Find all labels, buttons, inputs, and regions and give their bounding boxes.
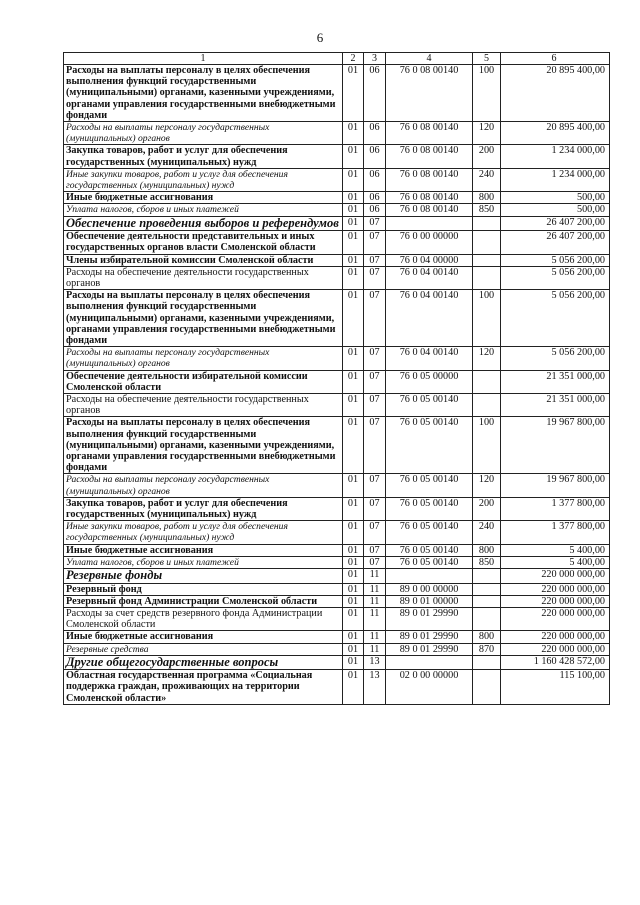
amount-cell: 1 377 800,00 [501, 497, 610, 520]
row-name-cell: Закупка товаров, работ и услуг для обеспечения государственных (муниципальных) нужд [64, 145, 343, 168]
subsection-code-cell: 07 [364, 474, 386, 497]
subsection-code-cell: 11 [364, 631, 386, 643]
subsection-code-cell: 11 [364, 583, 386, 595]
expense-type-cell: 800 [473, 544, 501, 556]
target-article-cell: 76 0 05 00140 [386, 393, 473, 416]
table-row [64, 347, 610, 370]
table-row [64, 192, 610, 204]
target-article-cell: 76 0 04 00140 [386, 347, 473, 370]
table-row [64, 145, 610, 168]
table-row [64, 417, 610, 474]
section-code-cell: 01 [343, 595, 364, 607]
table-row [64, 607, 610, 630]
row-name-cell: Уплата налогов, сборов и иных платежей [64, 556, 343, 568]
target-article-cell: 76 0 05 00140 [386, 556, 473, 568]
table-row [64, 231, 610, 254]
subsection-code-cell: 06 [364, 145, 386, 168]
section-code-cell: 01 [343, 204, 364, 216]
subsection-code-cell: 11 [364, 569, 386, 584]
target-article-cell: 76 0 05 00140 [386, 474, 473, 497]
target-article-cell: 76 0 08 00140 [386, 65, 473, 122]
row-name-cell: Резервный фонд [64, 583, 343, 595]
subsection-code-cell: 06 [364, 168, 386, 191]
amount-cell: 500,00 [501, 192, 610, 204]
target-article-cell: 76 0 05 00140 [386, 521, 473, 544]
row-name-cell: Расходы на выплаты персоналу государственных (муниципальных) органов [64, 474, 343, 497]
expense-type-cell [473, 655, 501, 670]
row-name-cell: Расходы на выплаты персоналу государственных (муниципальных) органов [64, 347, 343, 370]
table-row [64, 655, 610, 670]
expense-type-cell [473, 670, 501, 705]
target-article-cell: 76 0 05 00140 [386, 417, 473, 474]
row-name-cell: Резервный фонд Администрации Смоленской области [64, 595, 343, 607]
section-code-cell: 01 [343, 670, 364, 705]
amount-cell: 500,00 [501, 204, 610, 216]
table-row [64, 670, 610, 705]
subsection-code-cell: 07 [364, 290, 386, 347]
subsection-code-cell: 07 [364, 266, 386, 289]
amount-cell: 1 234 000,00 [501, 145, 610, 168]
header-cell: 3 [364, 53, 386, 65]
section-code-cell: 01 [343, 497, 364, 520]
row-name-cell: Расходы на выплаты персоналу государственных (муниципальных) органов [64, 122, 343, 145]
section-code-cell: 01 [343, 569, 364, 584]
target-article-cell: 76 0 00 00000 [386, 231, 473, 254]
section-code-cell: 01 [343, 231, 364, 254]
row-name-cell: Областная государственная программа «Социальная поддержка граждан, проживающих на территории Смоленской области» [64, 670, 343, 705]
row-name-cell: Обеспечение деятельности представительных и иных государственных органов власти Смоленской области [64, 231, 343, 254]
target-article-cell: 76 0 05 00140 [386, 544, 473, 556]
table-row [64, 266, 610, 289]
section-code-cell: 01 [343, 254, 364, 266]
amount-cell: 5 056 200,00 [501, 254, 610, 266]
expense-type-cell [473, 595, 501, 607]
section-code-cell: 01 [343, 544, 364, 556]
target-article-cell: 76 0 04 00000 [386, 254, 473, 266]
amount-cell: 115 100,00 [501, 670, 610, 705]
header-cell: 1 [64, 53, 343, 65]
table-header-row [64, 53, 610, 65]
section-code-cell: 01 [343, 417, 364, 474]
section-code-cell: 01 [343, 168, 364, 191]
subsection-code-cell: 06 [364, 122, 386, 145]
amount-cell: 5 400,00 [501, 544, 610, 556]
expense-type-cell: 100 [473, 65, 501, 122]
expense-type-cell: 100 [473, 417, 501, 474]
table-row [64, 643, 610, 655]
table-row [64, 631, 610, 643]
target-article-cell: 89 0 01 00000 [386, 595, 473, 607]
page-number: 6 [316, 30, 324, 45]
row-name-cell: Иные бюджетные ассигнования [64, 544, 343, 556]
table-row [64, 393, 610, 416]
amount-cell: 220 000 000,00 [501, 607, 610, 630]
row-name-cell: Закупка товаров, работ и услуг для обеспечения государственных (муниципальных) нужд [64, 497, 343, 520]
row-name-cell: Иные бюджетные ассигнования [64, 192, 343, 204]
header-cell: 4 [386, 53, 473, 65]
amount-cell: 19 967 800,00 [501, 474, 610, 497]
target-article-cell [386, 655, 473, 670]
row-name-cell: Расходы на обеспечение деятельности государственных органов [64, 393, 343, 416]
amount-cell: 5 056 200,00 [501, 266, 610, 289]
amount-cell: 220 000 000,00 [501, 631, 610, 643]
amount-cell: 220 000 000,00 [501, 569, 610, 584]
subsection-code-cell: 07 [364, 231, 386, 254]
expense-type-cell: 850 [473, 556, 501, 568]
subsection-code-cell: 11 [364, 643, 386, 655]
subsection-code-cell: 06 [364, 192, 386, 204]
row-name-cell: Иные закупки товаров, работ и услуг для обеспечения государственных (муниципальных) нужд [64, 168, 343, 191]
amount-cell: 1 234 000,00 [501, 168, 610, 191]
subsection-code-cell: 07 [364, 393, 386, 416]
row-name-cell: Расходы на выплаты персоналу в целях обеспечения выполнения функций государственными (муниципальными) органами, казенными учреждениями, органами управления государственными внебюджетными фондами [64, 65, 343, 122]
subsection-code-cell: 07 [364, 347, 386, 370]
section-code-cell: 01 [343, 393, 364, 416]
subsection-code-cell: 07 [364, 521, 386, 544]
table-row [64, 216, 610, 231]
expense-type-cell: 800 [473, 631, 501, 643]
target-article-cell: 76 0 04 00140 [386, 266, 473, 289]
expense-type-cell: 200 [473, 497, 501, 520]
subsection-code-cell: 07 [364, 556, 386, 568]
amount-cell: 5 056 200,00 [501, 290, 610, 347]
row-name-cell: Расходы на выплаты персоналу в целях обеспечения выполнения функций государственными (муниципальными) органами, казенными учреждениями, органами управления государственными внебюджетными фондами [64, 417, 343, 474]
expense-type-cell [473, 254, 501, 266]
target-article-cell [386, 569, 473, 584]
target-article-cell: 89 0 01 29990 [386, 607, 473, 630]
row-name-cell: Резервные фонды [64, 569, 343, 584]
section-code-cell: 01 [343, 65, 364, 122]
expense-type-cell: 120 [473, 474, 501, 497]
expense-type-cell: 870 [473, 643, 501, 655]
row-name-cell: Расходы на выплаты персоналу в целях обеспечения выполнения функций государственными (муниципальными) органами, казенными учреждениями, органами управления государственными внебюджетными фондами [64, 290, 343, 347]
target-article-cell: 89 0 01 29990 [386, 631, 473, 643]
expense-type-cell [473, 266, 501, 289]
section-code-cell: 01 [343, 607, 364, 630]
target-article-cell: 89 0 01 29990 [386, 643, 473, 655]
expense-type-cell: 100 [473, 290, 501, 347]
subsection-code-cell: 07 [364, 216, 386, 231]
expense-type-cell [473, 607, 501, 630]
table-row [64, 168, 610, 191]
row-name-cell: Обеспечение проведения выборов и референдумов [64, 216, 343, 231]
amount-cell: 5 400,00 [501, 556, 610, 568]
table-row [64, 583, 610, 595]
expense-type-cell: 120 [473, 347, 501, 370]
section-code-cell: 01 [343, 145, 364, 168]
table-row [64, 204, 610, 216]
section-code-cell: 01 [343, 122, 364, 145]
subsection-code-cell: 07 [364, 497, 386, 520]
amount-cell: 220 000 000,00 [501, 583, 610, 595]
target-article-cell: 76 0 08 00140 [386, 204, 473, 216]
subsection-code-cell: 06 [364, 65, 386, 122]
subsection-code-cell: 13 [364, 655, 386, 670]
section-code-cell: 01 [343, 370, 364, 393]
row-name-cell: Иные закупки товаров, работ и услуг для обеспечения государственных (муниципальных) нужд [64, 521, 343, 544]
section-code-cell: 01 [343, 347, 364, 370]
expense-type-cell [473, 583, 501, 595]
table-row [64, 497, 610, 520]
row-name-cell: Обеспечение деятельности избирательной комиссии Смоленской области [64, 370, 343, 393]
subsection-code-cell: 06 [364, 204, 386, 216]
row-name-cell: Расходы на обеспечение деятельности государственных органов [64, 266, 343, 289]
expense-type-cell [473, 569, 501, 584]
table-row [64, 556, 610, 568]
expense-type-cell [473, 370, 501, 393]
expense-type-cell: 800 [473, 192, 501, 204]
amount-cell: 220 000 000,00 [501, 643, 610, 655]
section-code-cell: 01 [343, 521, 364, 544]
amount-cell: 21 351 000,00 [501, 370, 610, 393]
header-cell: 6 [501, 53, 610, 65]
table-row [64, 122, 610, 145]
section-code-cell: 01 [343, 655, 364, 670]
subsection-code-cell: 07 [364, 544, 386, 556]
target-article-cell: 76 0 08 00140 [386, 168, 473, 191]
amount-cell: 1 377 800,00 [501, 521, 610, 544]
section-code-cell: 01 [343, 474, 364, 497]
row-name-cell: Другие общегосударственные вопросы [64, 655, 343, 670]
expense-type-cell: 200 [473, 145, 501, 168]
row-name-cell: Резервные средства [64, 643, 343, 655]
section-code-cell: 01 [343, 583, 364, 595]
subsection-code-cell: 11 [364, 607, 386, 630]
table-row [64, 370, 610, 393]
expense-type-cell [473, 231, 501, 254]
table-row [64, 569, 610, 584]
table-row [64, 595, 610, 607]
table-row [64, 290, 610, 347]
budget-table [63, 52, 610, 705]
amount-cell: 220 000 000,00 [501, 595, 610, 607]
table-row [64, 544, 610, 556]
target-article-cell: 76 0 08 00140 [386, 145, 473, 168]
target-article-cell: 76 0 04 00140 [386, 290, 473, 347]
target-article-cell: 89 0 00 00000 [386, 583, 473, 595]
row-name-cell: Расходы за счет средств резервного фонда Администрации Смоленской области [64, 607, 343, 630]
target-article-cell [386, 216, 473, 231]
amount-cell: 20 895 400,00 [501, 65, 610, 122]
table-row [64, 254, 610, 266]
amount-cell: 19 967 800,00 [501, 417, 610, 474]
amount-cell: 5 056 200,00 [501, 347, 610, 370]
expense-type-cell: 120 [473, 122, 501, 145]
row-name-cell: Уплата налогов, сборов и иных платежей [64, 204, 343, 216]
subsection-code-cell: 13 [364, 670, 386, 705]
subsection-code-cell: 07 [364, 417, 386, 474]
target-article-cell: 76 0 05 00140 [386, 497, 473, 520]
target-article-cell: 76 0 08 00140 [386, 122, 473, 145]
header-cell: 2 [343, 53, 364, 65]
row-name-cell: Члены избирательной комиссии Смоленской области [64, 254, 343, 266]
table-row [64, 521, 610, 544]
target-article-cell: 76 0 05 00000 [386, 370, 473, 393]
subsection-code-cell: 07 [364, 254, 386, 266]
amount-cell: 20 895 400,00 [501, 122, 610, 145]
amount-cell: 26 407 200,00 [501, 216, 610, 231]
expense-type-cell: 240 [473, 168, 501, 191]
row-name-cell: Иные бюджетные ассигнования [64, 631, 343, 643]
expense-type-cell: 240 [473, 521, 501, 544]
header-cell: 5 [473, 53, 501, 65]
expense-type-cell [473, 393, 501, 416]
table-row [64, 65, 610, 122]
expense-type-cell [473, 216, 501, 231]
section-code-cell: 01 [343, 290, 364, 347]
section-code-cell: 01 [343, 643, 364, 655]
section-code-cell: 01 [343, 216, 364, 231]
amount-cell: 21 351 000,00 [501, 393, 610, 416]
section-code-cell: 01 [343, 556, 364, 568]
subsection-code-cell: 07 [364, 370, 386, 393]
section-code-cell: 01 [343, 192, 364, 204]
expense-type-cell: 850 [473, 204, 501, 216]
target-article-cell: 76 0 08 00140 [386, 192, 473, 204]
section-code-cell: 01 [343, 631, 364, 643]
target-article-cell: 02 0 00 00000 [386, 670, 473, 705]
amount-cell: 1 160 428 572,00 [501, 655, 610, 670]
section-code-cell: 01 [343, 266, 364, 289]
table-row [64, 474, 610, 497]
amount-cell: 26 407 200,00 [501, 231, 610, 254]
subsection-code-cell: 11 [364, 595, 386, 607]
